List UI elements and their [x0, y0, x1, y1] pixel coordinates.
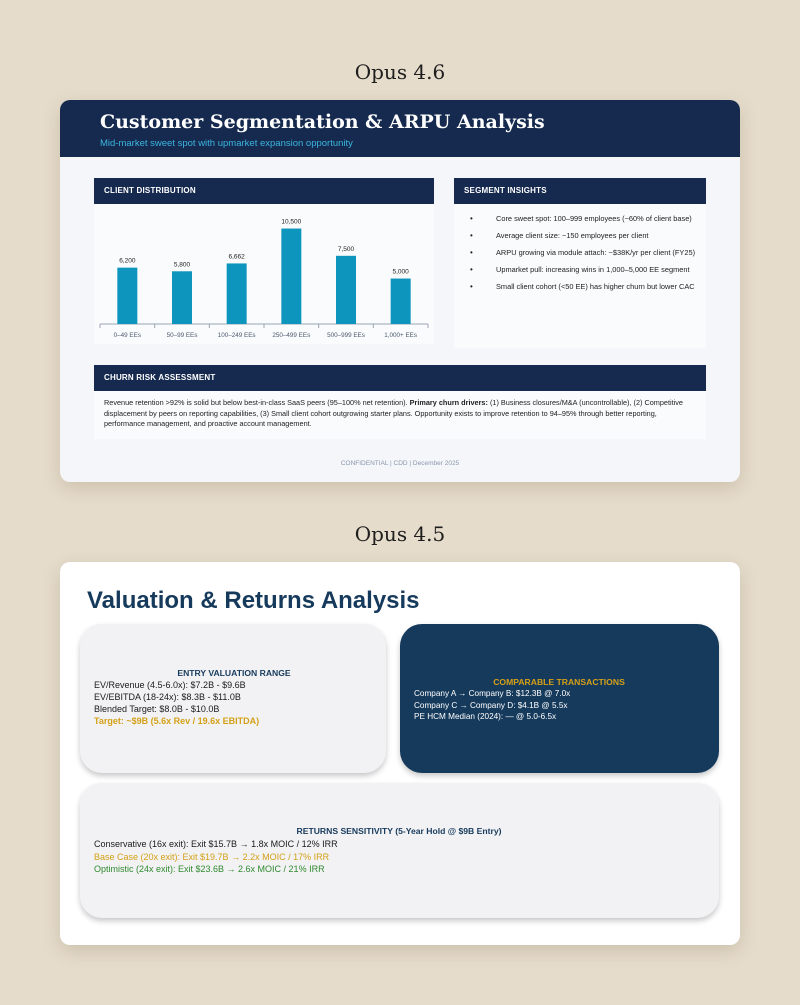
slide-title: Customer Segmentation & ARPU Analysis: [100, 111, 545, 133]
x-tick-label: 500–999 EEs: [327, 332, 365, 339]
bar-value-label: 6,662: [228, 253, 245, 261]
churn-risk-panel: [94, 391, 706, 439]
slide-footer: CONFIDENTIAL | CDD | December 2025: [340, 460, 460, 467]
bar-2: [227, 263, 247, 324]
insight-item: • Small client cohort (<50 EE) has higher churn but lower CAC: [468, 282, 698, 292]
bar-value-label: 6,200: [119, 257, 136, 265]
x-tick-label: 50–99 EEs: [166, 332, 198, 339]
x-tick-label: 1,000+ EEs: [384, 332, 418, 339]
returns-sensitivity-title: RETURNS SENSITIVITY (5-Year Hold @ $9B Entry): [296, 826, 502, 836]
bar-value-label: 10,500: [281, 218, 302, 226]
comparable-line: PE HCM Median (2024): — @ 5.0-6.5x: [414, 712, 557, 721]
bar-3: [281, 229, 301, 324]
churn-paragraph: [104, 398, 696, 430]
slide-header: [60, 100, 740, 157]
comparable-line: Company C → Company D: $4.1B @ 5.5x: [414, 700, 568, 710]
comparable-transactions-title: COMPARABLE TRANSACTIONS: [493, 677, 625, 687]
x-tick-label: 100–249 EEs: [217, 332, 256, 339]
entry-line: EV/EBITDA (18-24x): $8.3B - $11.0B: [94, 692, 241, 702]
model-label-top: Opus 4.6: [354, 60, 446, 84]
client-distribution-header: CLIENT DISTRIBUTION: [94, 178, 434, 204]
model-label-bottom: Opus 4.5: [354, 522, 446, 546]
insight-item: • Upmarket pull: increasing wins in 1,000–5,000 EE segment: [468, 265, 698, 275]
entry-line: Blended Target: $8.0B - $10.0B: [94, 704, 220, 714]
churn-intro: Revenue retention >92% is solid but below best-in-class SaaS peers (95–100% net retention).: [104, 398, 408, 407]
bar-0: [117, 268, 137, 324]
client-distribution-panel: [94, 204, 434, 344]
bar-4: [336, 256, 356, 324]
insight-item: • Core sweet spot: 100–999 employees (~60% of client base): [468, 214, 698, 224]
churn-drivers-label: Primary churn drivers:: [409, 398, 488, 407]
bar-value-label: 5,000: [392, 268, 409, 276]
x-tick-label: 0–49 EEs: [113, 332, 141, 339]
slide-segmentation: [60, 100, 740, 482]
bar-5: [391, 279, 411, 324]
bar-value-label: 7,500: [337, 245, 355, 253]
x-tick-label: 250–499 EEs: [272, 332, 311, 339]
slide-subtitle: Mid-market sweet spot with upmarket expansion opportunity: [100, 138, 353, 149]
entry-valuation-box: [80, 624, 386, 773]
comparable-transactions-box: [400, 624, 719, 773]
returns-conservative: Conservative (16x exit): Exit $15.7B → 1.8x MOIC / 12% IRR: [94, 839, 338, 849]
bar-value-label: 5,800: [173, 261, 191, 269]
bar-1: [172, 271, 192, 324]
segment-insights-panel: [454, 204, 706, 348]
client-distribution-chart: [94, 204, 434, 344]
segment-insights-header: SEGMENT INSIGHTS: [454, 178, 706, 204]
entry-target: Target: ~$9B (5.6x Rev / 19.6x EBITDA): [94, 716, 260, 726]
slide-title: Valuation & Returns Analysis: [87, 587, 420, 614]
churn-drivers-text: (1) Business closures/M&A (uncontrollable), (2) Competitive displacement by peers on reporting capabilities, (3) Small client cohort outgrowing starter plans. Opportunity exists to improve retention to 94–95% through better reporting, performance management, and proactive account management.: [104, 398, 683, 428]
returns-sensitivity-box: [80, 783, 719, 918]
entry-valuation-title: ENTRY VALUATION RANGE: [177, 668, 291, 678]
insight-item: • Average client size: ~150 employees per client: [468, 231, 698, 241]
slide-valuation: [60, 562, 740, 945]
comparable-line: Company A → Company B: $12.3B @ 7.0x: [414, 689, 571, 698]
churn-risk-header: CHURN RISK ASSESSMENT: [94, 365, 706, 391]
returns-optimistic: Optimistic (24x exit): Exit $23.6B → 2.6x MOIC / 21% IRR: [94, 864, 325, 874]
insight-item: • ARPU growing via module attach: ~$38K/yr per client (FY25): [468, 248, 698, 258]
returns-base-case: Base Case (20x exit): Exit $19.7B → 2.2x MOIC / 17% IRR: [94, 851, 330, 862]
entry-line: EV/Revenue (4.5-6.0x): $7.2B - $9.6B: [94, 680, 246, 690]
insights-list: [468, 214, 698, 299]
